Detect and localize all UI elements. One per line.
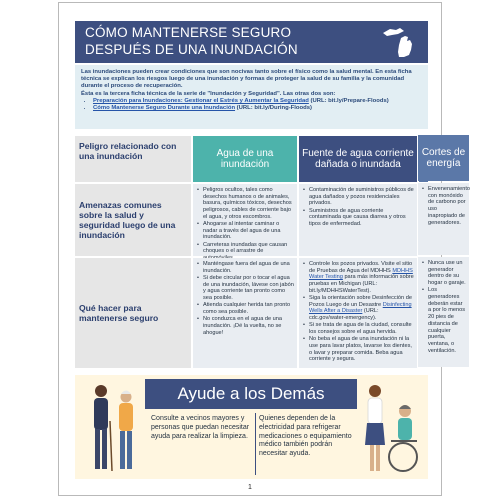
list-item: • Nunca use un generador dentro de su hogar o garaje. [428,260,466,287]
hazard-table [75,136,428,368]
list-item: • Los generadores deberán estar a por lo menos 20 pies de distancia de cualquier puerta, ventana, o ventilación. [428,287,466,354]
intro-paragraph: Las inundaciones pueden crear condiciones que son nocivas tanto sobre el físico como la salud mental. En esta ficha técnica se explican los riesgos luego de una inundación y formas de proteger la salud de su familia y la comunidad durante el proceso de recuperación. [81,69,412,90]
mdhhs-water-testing-link[interactable]: MDHHS Water Testing [309,267,413,281]
page-header [75,21,428,63]
list-item: • No beba el agua de una inundación ni la use para lavar platos, lavarse los dientes, o lavar y preparar comida. Beba agua corriente y segura. [309,336,414,363]
disinfecting-wells-link[interactable]: Disinfecting Wells After a Disaster [309,301,412,315]
list-item: • Si se trata de agua de la ciudad, consulte los consejos sobre el agua hervida. [309,322,414,335]
page-number: 1 [248,484,252,491]
caregiver-wheelchair-illustration-icon [361,381,425,477]
prepare-floods-link[interactable]: Preparación para Inundaciones: Gestionar el Estrés y Aumentar la Seguridad [93,97,309,104]
page-title-line1: CÓMO MANTENERSE SEGURO [85,25,292,40]
list-item: • Peligros ocultos, tales como desechos humanos o de animales, basura, químicos tóxicos, desechos peligrosos, cables de corriente bajo el agua, y otros escombros. [203,187,294,221]
list-item: • Manténgase fuera del agua de una inundación. [203,261,294,274]
help-others-left-text: Consulte a vecinos mayores y personas que puedan necesitar ayuda para realizar la limpieza. [151,415,250,440]
section-divider [255,413,256,475]
help-others-section [75,375,428,479]
cell-threats-flood-water [193,184,297,256]
list-item: • Suministros de agua corriente contaminada que causa diarrea y otros tipos de enfermedad. [309,208,414,228]
col-header-power-outage: Cortes de energía [418,135,469,181]
intro-box [75,65,428,129]
list-item: • Si debe circular por o tocar el agua de una inundación, lávese con jabón y agua corriente tan pronto como sea posible. [203,275,294,302]
related-link-item [93,98,422,105]
michigan-map-icon [380,24,420,60]
col-header-water-supply: Fuente de agua corriente dañada o inundada [299,136,417,182]
during-floods-link[interactable]: Cómo Mantenerse Seguro Durante una Inundación [93,105,236,112]
cell-todo-water-supply [299,258,417,368]
list-item: • Atienda cualquier herida tan pronto como sea posible. [203,302,294,315]
list-item: • Envenenamiento con monóxido de carbono por uso inapropiado de generadores. [428,186,466,226]
series-note: Ésta es la tercera ficha técnica de la serie de "Inundación y Seguridad". Las otras dos son: [81,90,336,97]
prepare-floods-url: (URL: bit.ly/Prepare-Floods) [308,97,389,104]
help-others-title: Ayude a los Demás [145,379,357,409]
seniors-illustration-icon [83,381,145,477]
table-corner-label: Peligro relacionado con una inundación [75,136,191,182]
related-links-list [93,98,422,112]
cell-threats-water-supply [299,184,417,256]
list-item: • Carreteras inundadas que causan choques o el arrastre de [203,242,294,262]
cell-todo-power-outage [418,257,469,367]
help-others-right-text: Quienes dependen de la electricidad para refrigerar medicaciones o equipamiento médico también podrán necesitar ayuda. [259,415,352,458]
col-header-flood-water: Agua de una inundación [193,136,297,182]
list-item: • Controle los pozos privados. Visite el sitio de Pruebas de Agua del MDHHS MDHHS Water Testing para más información sobre pruebas en Michigan (URL: bit.ly/MDHHSWaterTest). [309,261,414,295]
cell-todo-flood-water [193,258,297,368]
list-item: • Siga la orientación sobre Desinfección de Pozos Luego de un Desastre Disinfecting Wells After a Disaster (URL: cdc.gov/water-emergency). [309,295,414,322]
fact-sheet-page [58,2,442,496]
list-item: • No conduzca en el agua de una inundación. ¡Dé la vuelta, no se ahogue! [203,316,294,336]
list-item: • Ahogarse al intentar caminar o nadar a través del agua de una inundación. [203,221,294,241]
list-item: • Contaminación de suministros públicos de agua dañados y pozos residenciales privados. [309,187,414,207]
during-floods-url: (URL: bit.ly/During-Floods) [235,105,312,112]
cell-threats-power-outage [418,183,469,255]
page-title-line2: DESPUÉS DE UNA INUNDACIÓN [85,42,298,57]
row-header-what-to-do: Qué hacer para mantenerse seguro [75,258,191,368]
related-link-item [93,105,422,112]
row-header-threats: Amenazas comunes sobre la salud y seguridad luego de una inundación [75,184,191,256]
